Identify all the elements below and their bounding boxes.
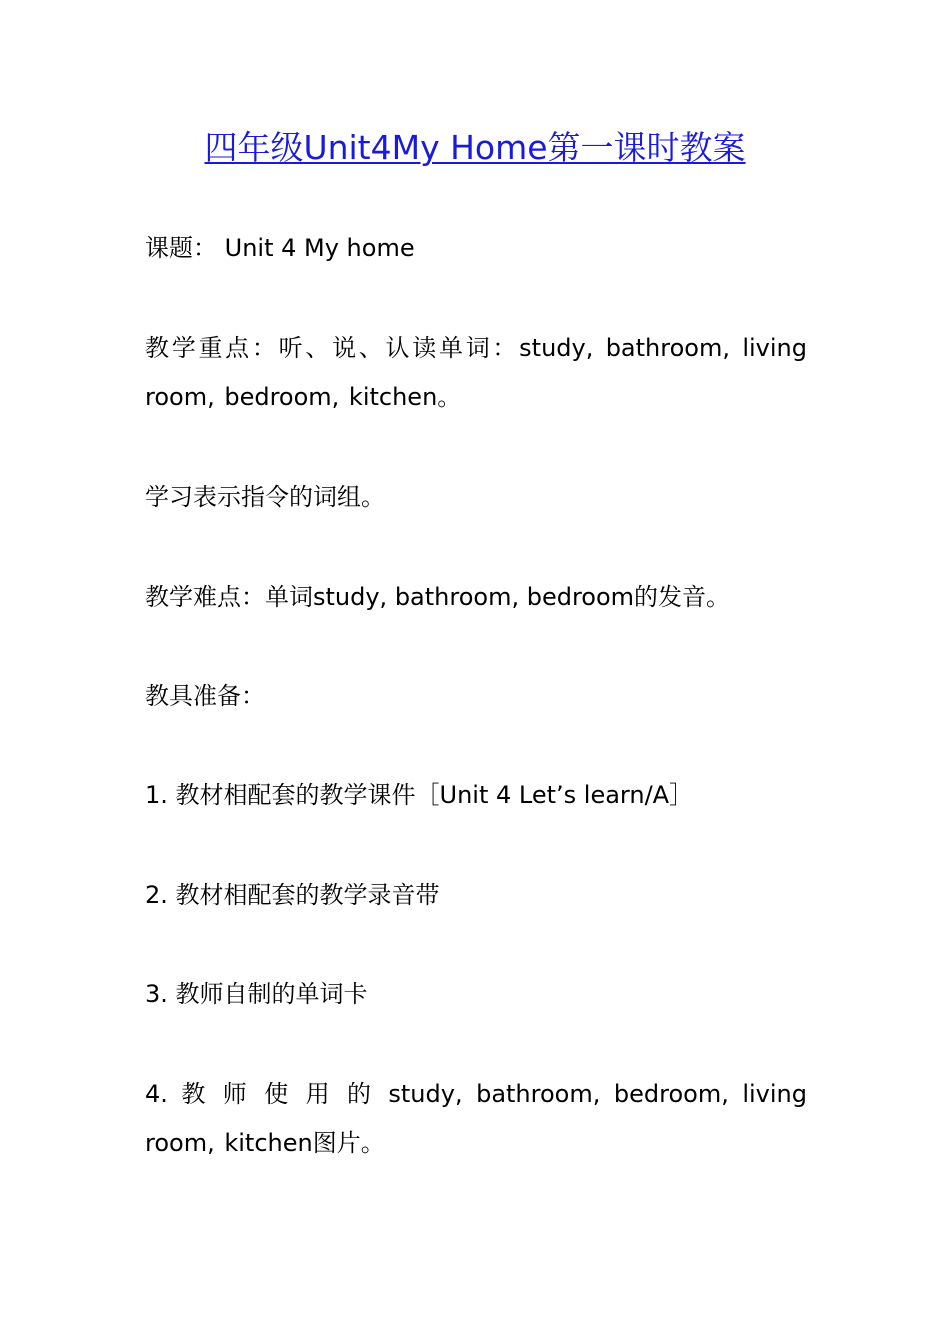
- document-title: [0, 126, 950, 170]
- learning-phrases: 学习表示指令的词组。: [145, 483, 385, 511]
- materials-item-3: 3. 教师自制的单词卡: [145, 980, 368, 1008]
- lesson-topic: 课题： Unit 4 My home: [145, 234, 415, 262]
- materials-heading: 教具准备：: [145, 682, 265, 710]
- teaching-difficulty: 教学难点：单词study, bathroom, bedroom的发音。: [145, 583, 731, 611]
- teaching-focus: 教学重点：听、说、认读单词：study, bathroom, living room, bedroom, kitchen。: [145, 334, 807, 411]
- materials-item-1: 1. 教材相配套的教学课件［Unit 4 Let’s learn/A］: [145, 781, 694, 809]
- materials-item-2: 2. 教材相配套的教学录音带: [145, 881, 440, 909]
- title-link[interactable]: 四年级Unit4My Home第一课时教案: [204, 128, 746, 167]
- materials-item-4: 4. 教 师 使 用 的 study, bathroom, bedroom, living room, kitchen图片。: [145, 1080, 807, 1157]
